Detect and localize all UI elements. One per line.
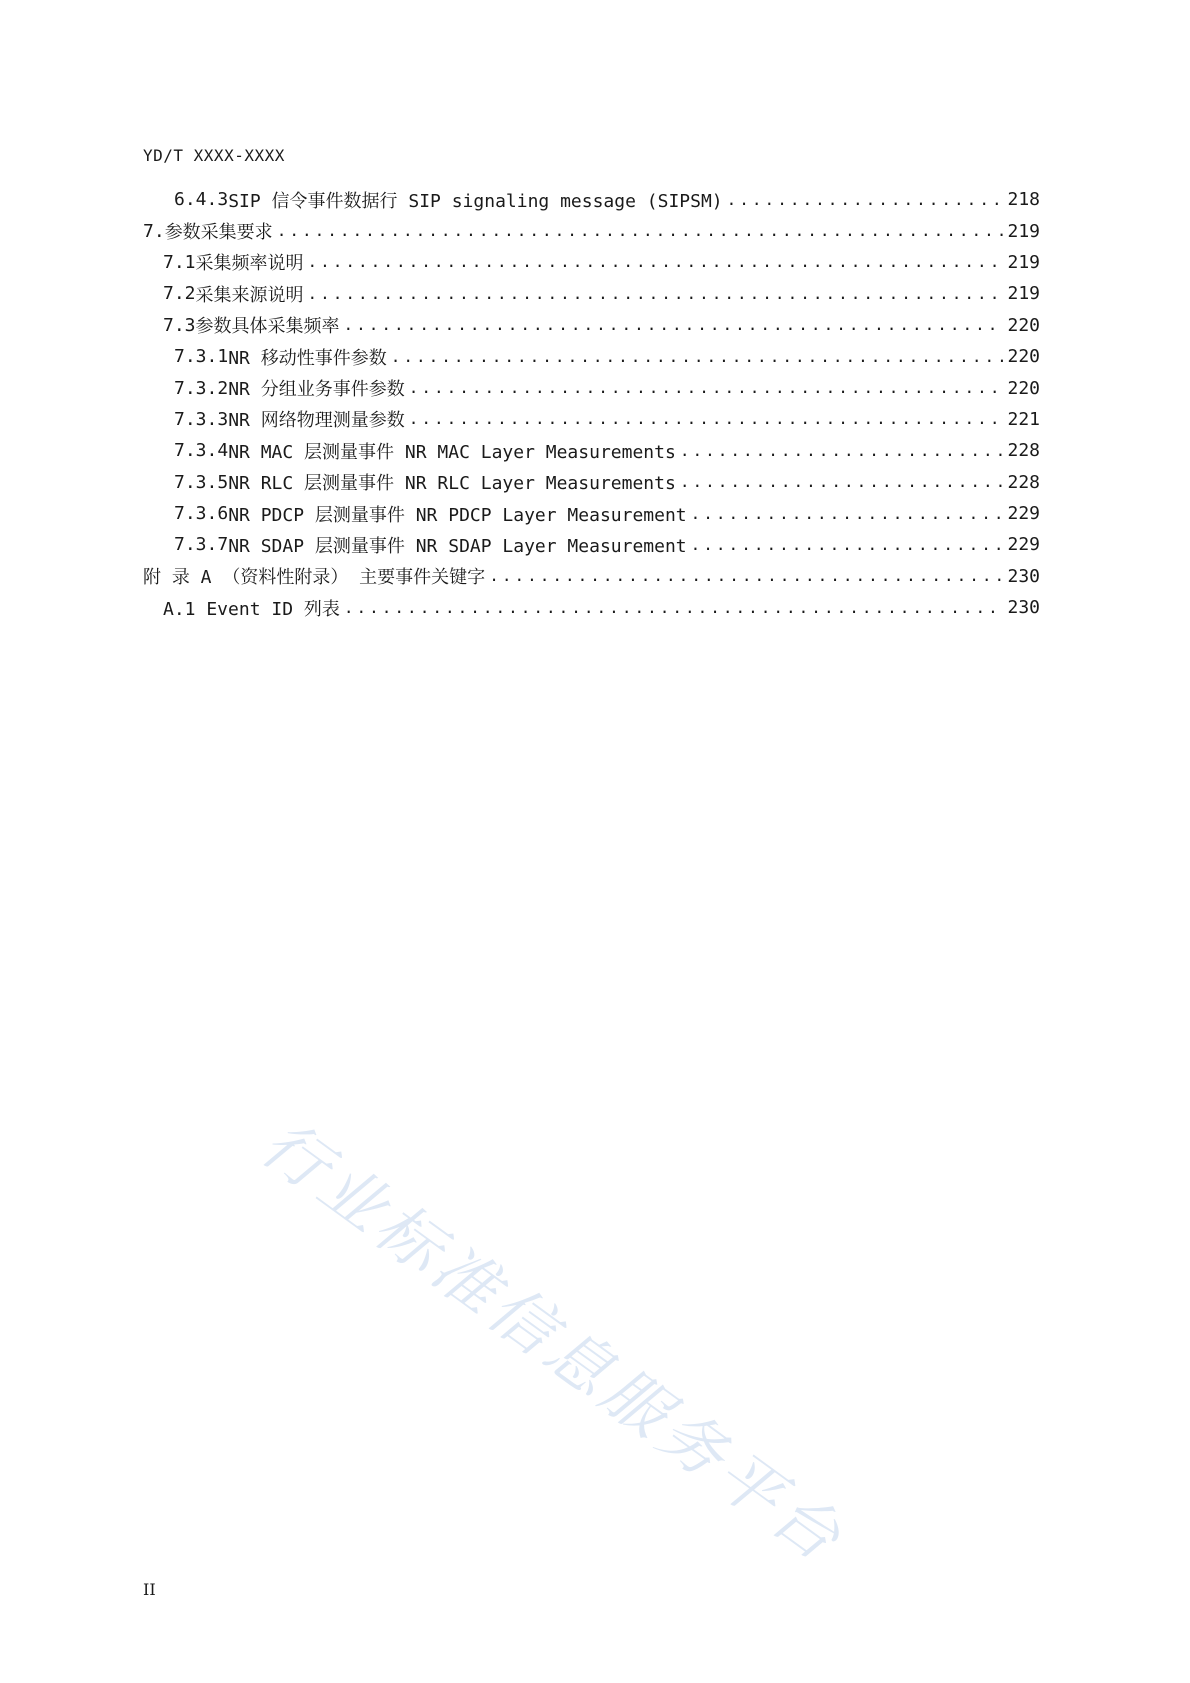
toc-leader-dots [277, 223, 1004, 239]
toc-entry-title: NR MAC 层测量事件 NR MAC Layer Measurements [228, 441, 676, 463]
toc-entry-7-2[interactable] [143, 278, 1040, 309]
toc-leader-dots [691, 537, 1004, 553]
toc-entry-page: 230 [1007, 565, 1040, 587]
toc-entry-7-3-1[interactable] [143, 341, 1040, 372]
toc-entry-number: 7.3.1 [174, 346, 229, 368]
toc-leader-dots [409, 411, 1004, 427]
toc-entry-title: SIP 信令事件数据行 SIP signaling message (SIPSM) [228, 190, 723, 212]
toc-entry-page: 220 [1007, 346, 1040, 368]
toc-entry-number: 7.2 [163, 283, 196, 305]
toc-entry-7-3-5[interactable] [143, 467, 1040, 498]
toc-entry-7-3-7[interactable] [143, 529, 1040, 560]
toc-entry-a-1[interactable] [143, 592, 1040, 623]
toc-entry-7-1[interactable] [143, 247, 1040, 278]
toc-entry-page: 229 [1007, 534, 1040, 556]
toc-leader-dots [727, 192, 1004, 208]
toc-leader-dots [409, 380, 1004, 396]
toc-entry-number: 7. [143, 220, 165, 242]
toc-entry-title: 参数采集要求 [164, 222, 273, 244]
toc-entry-number: 7.3.5 [174, 471, 229, 493]
toc-entry-number: 7.3 [163, 314, 196, 336]
toc-entry-number: 7.3.7 [174, 534, 229, 556]
toc-entry-title: 附 录 A （资料性附录） 主要事件关键字 [143, 567, 486, 589]
toc-entry-page: 218 [1007, 189, 1040, 211]
toc-entry-page: 229 [1007, 503, 1040, 525]
toc-entry-page: 228 [1007, 471, 1040, 493]
toc-entry-page: 219 [1007, 251, 1040, 273]
toc-entry-7[interactable] [143, 215, 1040, 246]
toc-entry-7-3-2[interactable] [143, 372, 1040, 403]
table-of-contents [143, 184, 1040, 623]
toc-entry-title: NR 分组业务事件参数 [228, 379, 405, 401]
toc-entry-title: 采集来源说明 [195, 284, 304, 306]
toc-entry-page: 220 [1007, 314, 1040, 336]
toc-leader-dots [344, 317, 1004, 333]
toc-entry-title: NR RLC 层测量事件 NR RLC Layer Measurements [228, 473, 676, 495]
toc-entry-number: 7.3.2 [174, 377, 229, 399]
toc-entry-appendix-a[interactable] [143, 561, 1040, 592]
toc-entry-title: NR SDAP 层测量事件 NR SDAP Layer Measurement [228, 535, 687, 557]
toc-entry-number: 6.4.3 [174, 189, 229, 211]
toc-entry-title: NR PDCP 层测量事件 NR PDCP Layer Measurement [228, 504, 687, 526]
toc-entry-title: 采集频率说明 [195, 253, 304, 275]
toc-entry-number: 7.3.3 [174, 408, 229, 430]
toc-leader-dots [308, 254, 1004, 270]
toc-entry-number: 7.3.6 [174, 503, 229, 525]
toc-entry-page: 219 [1007, 220, 1040, 242]
toc-entry-number: 7.1 [163, 251, 196, 273]
toc-entry-page: 228 [1007, 440, 1040, 462]
toc-entry-title: NR 移动性事件参数 [228, 347, 387, 369]
toc-leader-dots [344, 600, 1004, 616]
toc-leader-dots [391, 349, 1004, 365]
toc-entry-page: 219 [1007, 283, 1040, 305]
toc-leader-dots [680, 474, 1004, 490]
toc-entry-7-3-3[interactable] [143, 404, 1040, 435]
toc-entry-page: 220 [1007, 377, 1040, 399]
watermark-text: 行业标准信息服务平台 [247, 1107, 858, 1579]
toc-entry-title: A.1 Event ID 列表 [163, 598, 340, 620]
page-number-footer: II [143, 1580, 156, 1599]
toc-entry-6-4-3[interactable] [143, 184, 1040, 215]
toc-leader-dots [308, 286, 1004, 302]
toc-leader-dots [680, 443, 1004, 459]
toc-entry-page: 230 [1007, 597, 1040, 619]
toc-entry-title: 参数具体采集频率 [195, 316, 340, 338]
toc-entry-page: 221 [1007, 408, 1040, 430]
toc-entry-title: NR 网络物理测量参数 [228, 410, 405, 432]
toc-entry-7-3-6[interactable] [143, 498, 1040, 529]
toc-entry-number: 7.3.4 [174, 440, 229, 462]
toc-leader-dots [691, 506, 1004, 522]
toc-entry-7-3-4[interactable] [143, 435, 1040, 466]
toc-leader-dots [489, 568, 1003, 584]
toc-entry-7-3[interactable] [143, 310, 1040, 341]
document-code-header: YD/T XXXX-XXXX [143, 146, 285, 165]
